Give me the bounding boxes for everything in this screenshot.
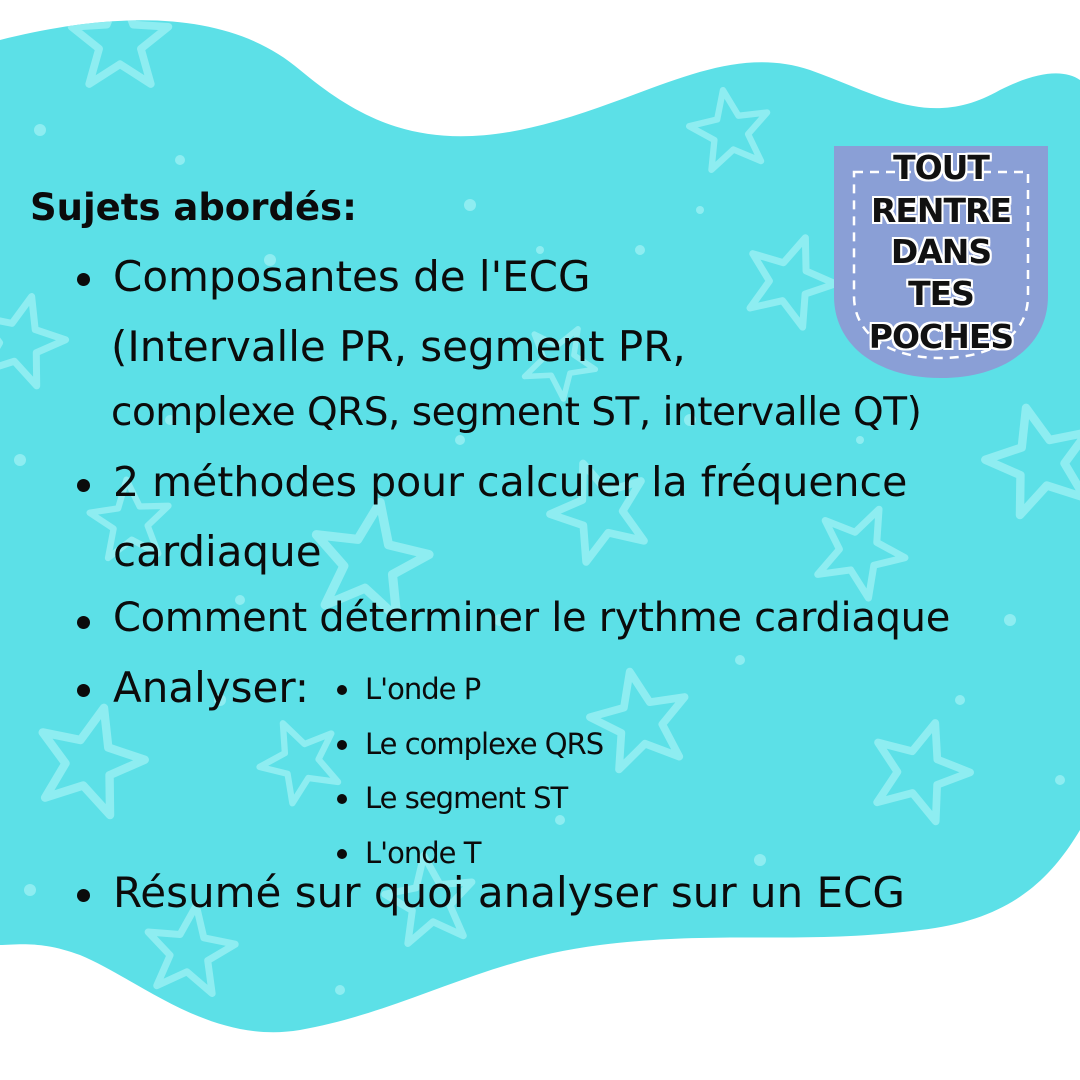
badge-word: TES bbox=[908, 274, 974, 313]
topic-line: Comment déterminer le rythme cardiaque bbox=[113, 595, 951, 641]
sub-item: Le complexe QRS bbox=[365, 727, 604, 761]
topic-line: Analyser: bbox=[113, 663, 310, 712]
sub-bullet-icon bbox=[337, 849, 347, 859]
bullet-icon bbox=[77, 684, 90, 697]
topic-line: cardiaque bbox=[113, 527, 322, 576]
sub-item: Le segment ST bbox=[365, 781, 568, 815]
badge-word: DANS bbox=[890, 232, 992, 271]
bullet-icon bbox=[77, 889, 90, 902]
topic-line: Résumé sur quoi analyser sur un ECG bbox=[113, 868, 905, 917]
bullet-icon bbox=[77, 273, 90, 286]
section-heading: Sujets abordés: bbox=[30, 186, 357, 229]
sub-bullet-icon bbox=[337, 740, 347, 750]
badge-word: RENTRE bbox=[870, 191, 1012, 230]
badge-word: TOUT bbox=[893, 148, 989, 187]
badge-word: POCHES bbox=[868, 317, 1014, 356]
sub-item: L'onde P bbox=[365, 672, 481, 706]
sub-bullet-icon bbox=[337, 794, 347, 804]
topic-line: Composantes de l'ECG bbox=[113, 252, 591, 301]
bullet-icon bbox=[77, 479, 90, 492]
topic-line: (Intervalle PR, segment PR, bbox=[111, 322, 686, 371]
topic-line: 2 méthodes pour calculer la fréquence bbox=[113, 458, 908, 506]
sub-bullet-icon bbox=[337, 685, 347, 695]
topic-line: complexe QRS, segment ST, intervalle QT) bbox=[111, 390, 922, 435]
bullet-icon bbox=[77, 616, 90, 629]
sub-item: L'onde T bbox=[365, 836, 481, 870]
